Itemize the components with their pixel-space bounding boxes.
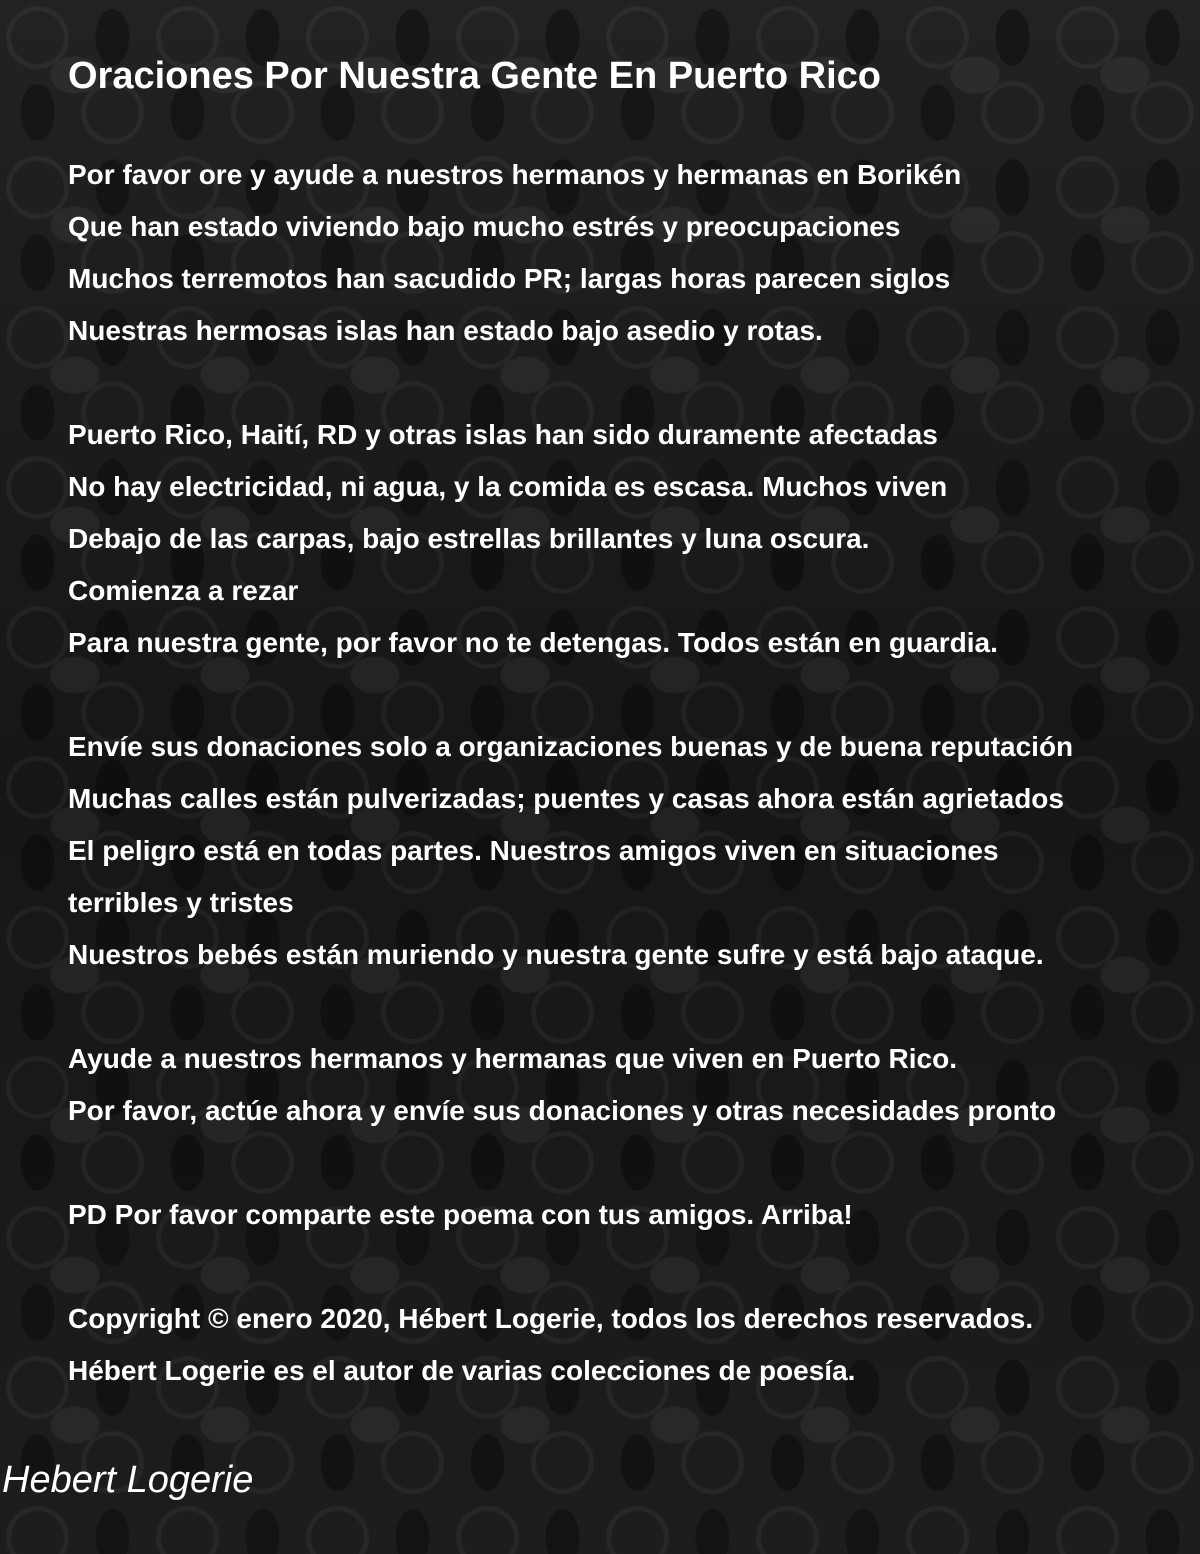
author-signature: Hebert Logerie [2, 1459, 254, 1501]
poem-line: Nuestros bebés están muriendo y nuestra gente sufre y está bajo ataque. [68, 939, 1044, 970]
stanza-5 [68, 1189, 1200, 1241]
stanza-divider [68, 1137, 1200, 1189]
poem-line: Muchas calles están pulverizadas; puentes y casas ahora están agrietados [68, 783, 1064, 814]
poem-line: Puerto Rico, Haití, RD y otras islas han sido duramente afectadas [68, 419, 938, 450]
poem-line: Muchos terremotos han sacudido PR; largas horas parecen siglos [68, 263, 951, 294]
poem-line: Por favor ore y ayude a nuestros hermanos y hermanas en Borikén [68, 159, 962, 190]
stanza-divider [68, 669, 1200, 721]
poem-line: PD Por favor comparte este poema con tus amigos. Arriba! [68, 1199, 853, 1230]
stanza-divider [68, 981, 1200, 1033]
stanza-4 [68, 1033, 1200, 1137]
poem-container [68, 0, 1200, 1554]
poem-body [68, 149, 1200, 1397]
poem-line: terribles y tristes [68, 887, 294, 918]
poem-line: Para nuestra gente, por favor no te detengas. Todos están en guardia. [68, 627, 998, 658]
poem-line: Debajo de las carpas, bajo estrellas brillantes y luna oscura. [68, 523, 870, 554]
poem-line: Nuestras hermosas islas han estado bajo asedio y rotas. [68, 315, 823, 346]
poem-line: Ayude a nuestros hermanos y hermanas que viven en Puerto Rico. [68, 1043, 958, 1074]
poem-title: Oraciones Por Nuestra Gente En Puerto Rico [68, 55, 881, 97]
stanza-2 [68, 409, 1200, 669]
poem-line: Comienza a rezar [68, 575, 299, 606]
poem-line: No hay electricidad, ni agua, y la comida es escasa. Muchos viven [68, 471, 948, 502]
poem-line: Por favor, actúe ahora y envíe sus donaciones y otras necesidades pronto [68, 1095, 1057, 1126]
poem-line: Copyright © enero 2020, Hébert Logerie, todos los derechos reservados. [68, 1303, 1034, 1334]
poem-line: El peligro está en todas partes. Nuestros amigos viven en situaciones [68, 835, 999, 866]
stanza-divider [68, 1241, 1200, 1293]
stanza-1 [68, 149, 1200, 357]
copyright-notice [68, 1293, 1200, 1397]
poem-line: Envíe sus donaciones solo a organizaciones buenas y de buena reputación [68, 731, 1074, 762]
poem-line: Que han estado viviendo bajo mucho estrés y preocupaciones [68, 211, 901, 242]
stanza-divider [68, 357, 1200, 409]
poem-line: Hébert Logerie es el autor de varias colecciones de poesía. [68, 1355, 856, 1386]
stanza-3 [68, 721, 1200, 981]
